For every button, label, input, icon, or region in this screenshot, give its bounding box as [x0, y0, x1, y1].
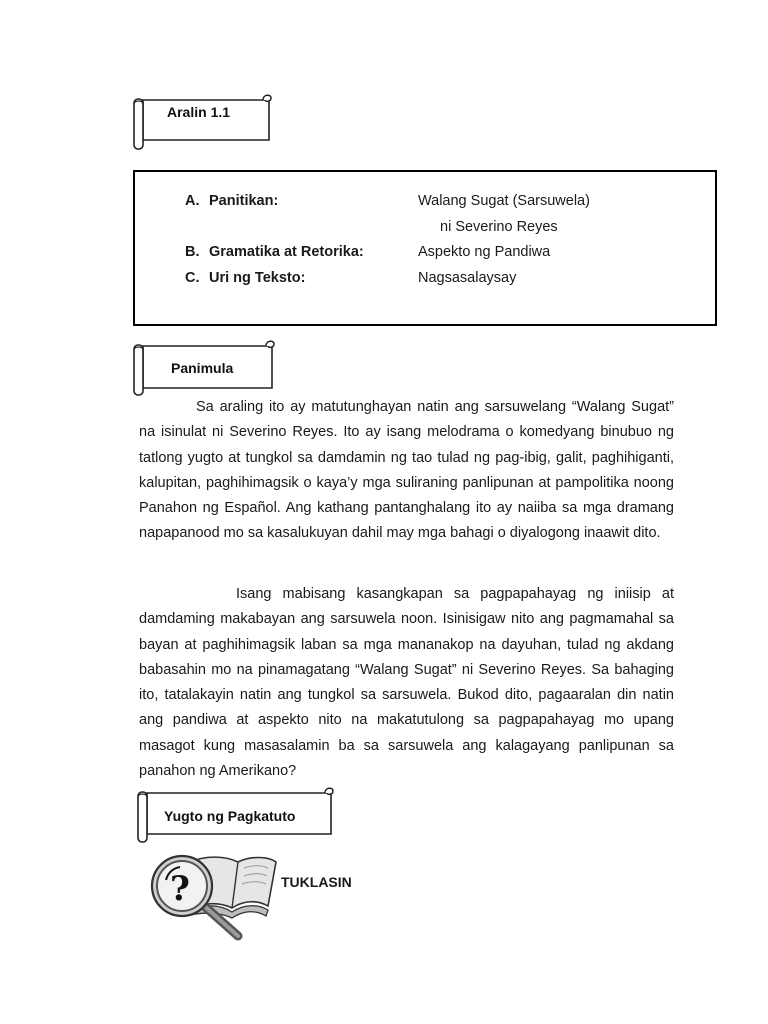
info-value-author: ni Severino Reyes	[440, 219, 558, 235]
panimula-paragraph-2: Isang mabisang kasangkapan sa pagpapahayag ng iniisip at damdaming makabayan ang sarsuwela noon. Isinisigaw nito ang pagmamahal sa bayan at paghihimagsik laban sa mga mananakop na dayuhan, tulad ng akdang babasahin mo na pinamagatang “Walang Sugat” ni Severino Reyes. Sa bahaging ito, tatalakayin natin ang tungkol sa sarsuwela. Bukod dito, pagaaralan din natin ang pandiwa at aspekto nito na makatutulong sa pagpapahayag mo upang masagot kung masasalamin ba sa sarsuwela ang kalagayang panlipunan sa panahon ng Amerikano?	[139, 586, 674, 780]
aralin-label: Aralin 1.1	[167, 104, 231, 120]
info-letter: B.	[185, 244, 200, 260]
panimula-label: Panimula	[171, 360, 234, 376]
info-value-panitikan: Walang Sugat (Sarsuwela)	[418, 193, 590, 209]
info-row-uri	[185, 269, 305, 287]
info-label: Gramatika at Retorika:	[209, 244, 364, 260]
scroll-banner-icon	[131, 92, 273, 152]
info-letter: A.	[185, 193, 200, 209]
info-label: Uri ng Teksto:	[209, 270, 306, 286]
lesson-info-box	[133, 170, 717, 326]
tuklasin-heading: TUKLASIN	[281, 874, 352, 890]
info-label: Panitikan:	[209, 193, 279, 209]
info-row-gramatika	[185, 243, 364, 261]
panimula-banner	[131, 338, 276, 398]
info-value-gramatika: Aspekto ng Pandiwa	[418, 244, 551, 260]
panimula-paragraph-1: Sa araling ito ay matutunghayan natin ang sarsuwelang “Walang Sugat” na isinulat ni Severino Reyes. Ito ay isang melodrama o komedyang binubuo ng tatlong yugto at tungkol sa damdamin ng tao tulad ng pag-ibig, galit, paghihiganti, kalupitan, paghihimagsik o kaya’y mga suliraning panlipunan at pampolitika noong Panahon ng Español. Ang kathang pantanghalang ito ay naiiba sa mga dramang napapanood mo sa kasalukuyan dahil may mga bahagi o diyalogong inaawit dito.	[139, 399, 674, 542]
info-letter: C.	[185, 270, 200, 286]
book-magnifier-icon	[140, 850, 280, 942]
svg-text:?: ?	[170, 869, 190, 909]
yugto-banner	[135, 786, 335, 844]
aralin-banner	[131, 92, 273, 152]
yugto-label: Yugto ng Pagkatuto	[164, 808, 296, 824]
info-row-panitikan	[185, 192, 278, 210]
info-value-uri: Nagsasalaysay	[418, 270, 517, 286]
